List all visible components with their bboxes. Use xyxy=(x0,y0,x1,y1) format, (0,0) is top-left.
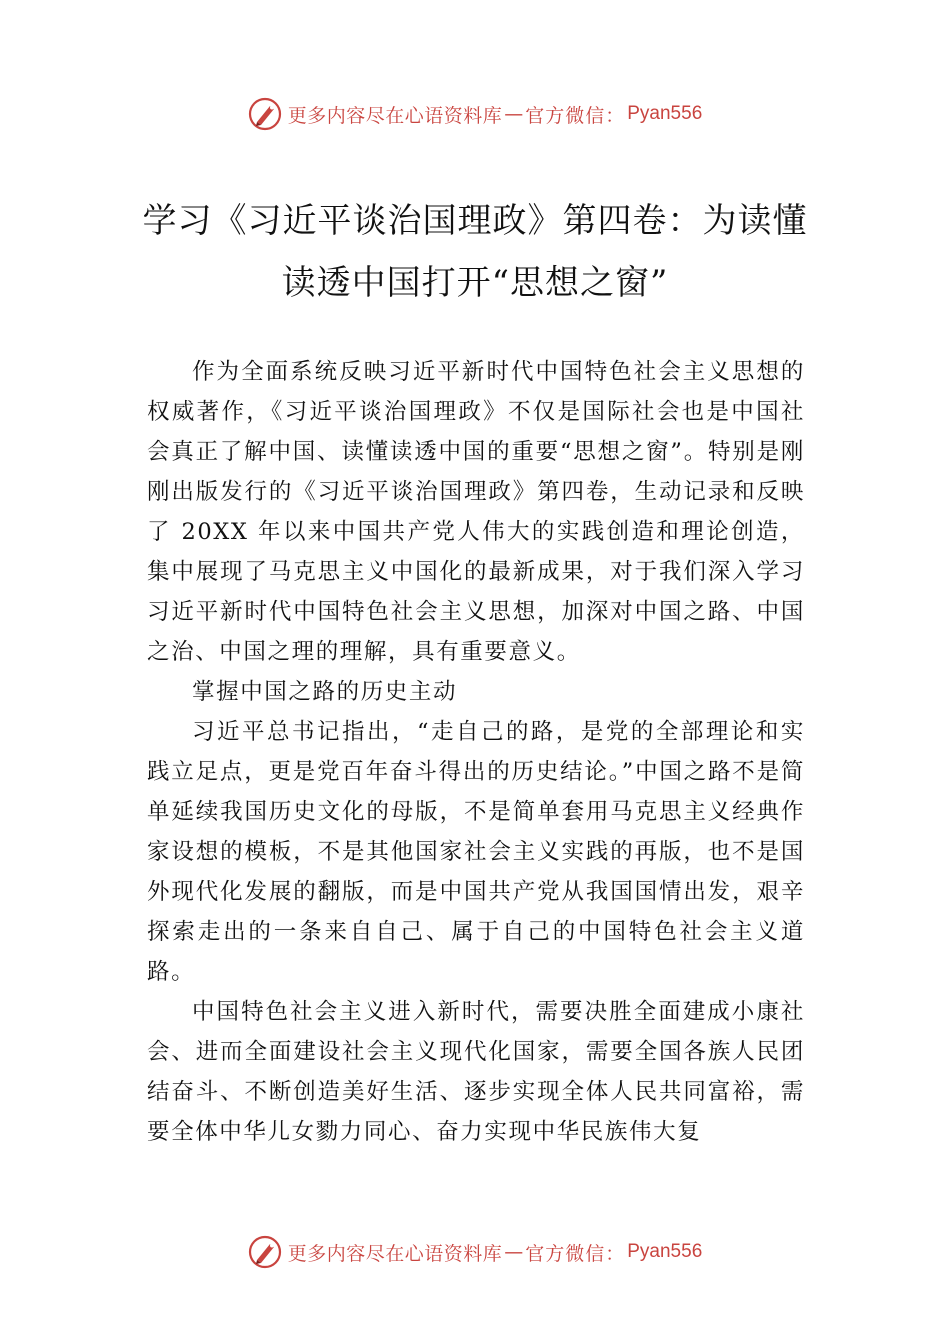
pen-seal-logo-icon xyxy=(248,1235,282,1269)
watermark-brand: 更多内容尽在心语资料库 xyxy=(287,1242,503,1265)
paragraph-quote: 习近平总书记指出，“走自己的路，是党的全部理论和实践立足点，更是党百年奋斗得出的历史结论。”中国之路不是简单延续我国历史文化的母版，不是简单套用马克思主义经典作家设想的模板，不是其他国家社会主义实践的再版，也不是国外现代化发展的翻版，而是中国共产党从我国国情出发，艰辛探索走出的一条来自自己、属于自己的中国特色社会主义道路。 xyxy=(147,719,805,985)
watermark-label: 官方微信： xyxy=(525,104,626,127)
watermark-label: 官方微信： xyxy=(525,1242,626,1265)
watermark-wechat-id: Pyan556 xyxy=(627,1241,703,1262)
watermark-wechat-id: Pyan556 xyxy=(627,103,703,124)
watermark-dash: — xyxy=(504,103,524,125)
document-body xyxy=(147,352,805,1152)
pen-seal-logo-icon xyxy=(248,97,282,131)
footer-watermark xyxy=(0,1232,950,1272)
watermark-dash: — xyxy=(504,1241,524,1263)
watermark-brand: 更多内容尽在心语资料库 xyxy=(287,104,503,127)
section-heading: 掌握中国之路的历史主动 xyxy=(192,679,458,705)
paragraph-intro: 作为全面系统反映习近平新时代中国特色社会主义思想的权威著作，《习近平谈治国理政》不仅是国际社会也是中国社会真正了解中国、读懂读透中国的重要“思想之窗”。特别是刚刚出版发行的《习近平谈治国理政》第四卷，生动记录和反映了 20XX 年以来中国共产党人伟大的实践创造和理论创造，集中展现了马克思主义中国化的最新成果，对于我们深入学习习近平新时代中国特色社会主义思想，加深对中国之路、中国之治、中国之理的理解，具有重要意义。 xyxy=(147,359,805,665)
document-title: 学习《习近平谈治国理政》第四卷：为读懂读透中国打开“思想之窗” xyxy=(142,201,808,303)
header-watermark xyxy=(0,94,950,134)
paragraph-new-era: 中国特色社会主义进入新时代，需要决胜全面建成小康社会、进而全面建设社会主义现代化国家，需要全国各族人民团结奋斗、不断创造美好生活、逐步实现全体人民共同富裕，需要全体中华儿女勠力同心、奋力实现中华民族伟大复 xyxy=(147,999,805,1145)
